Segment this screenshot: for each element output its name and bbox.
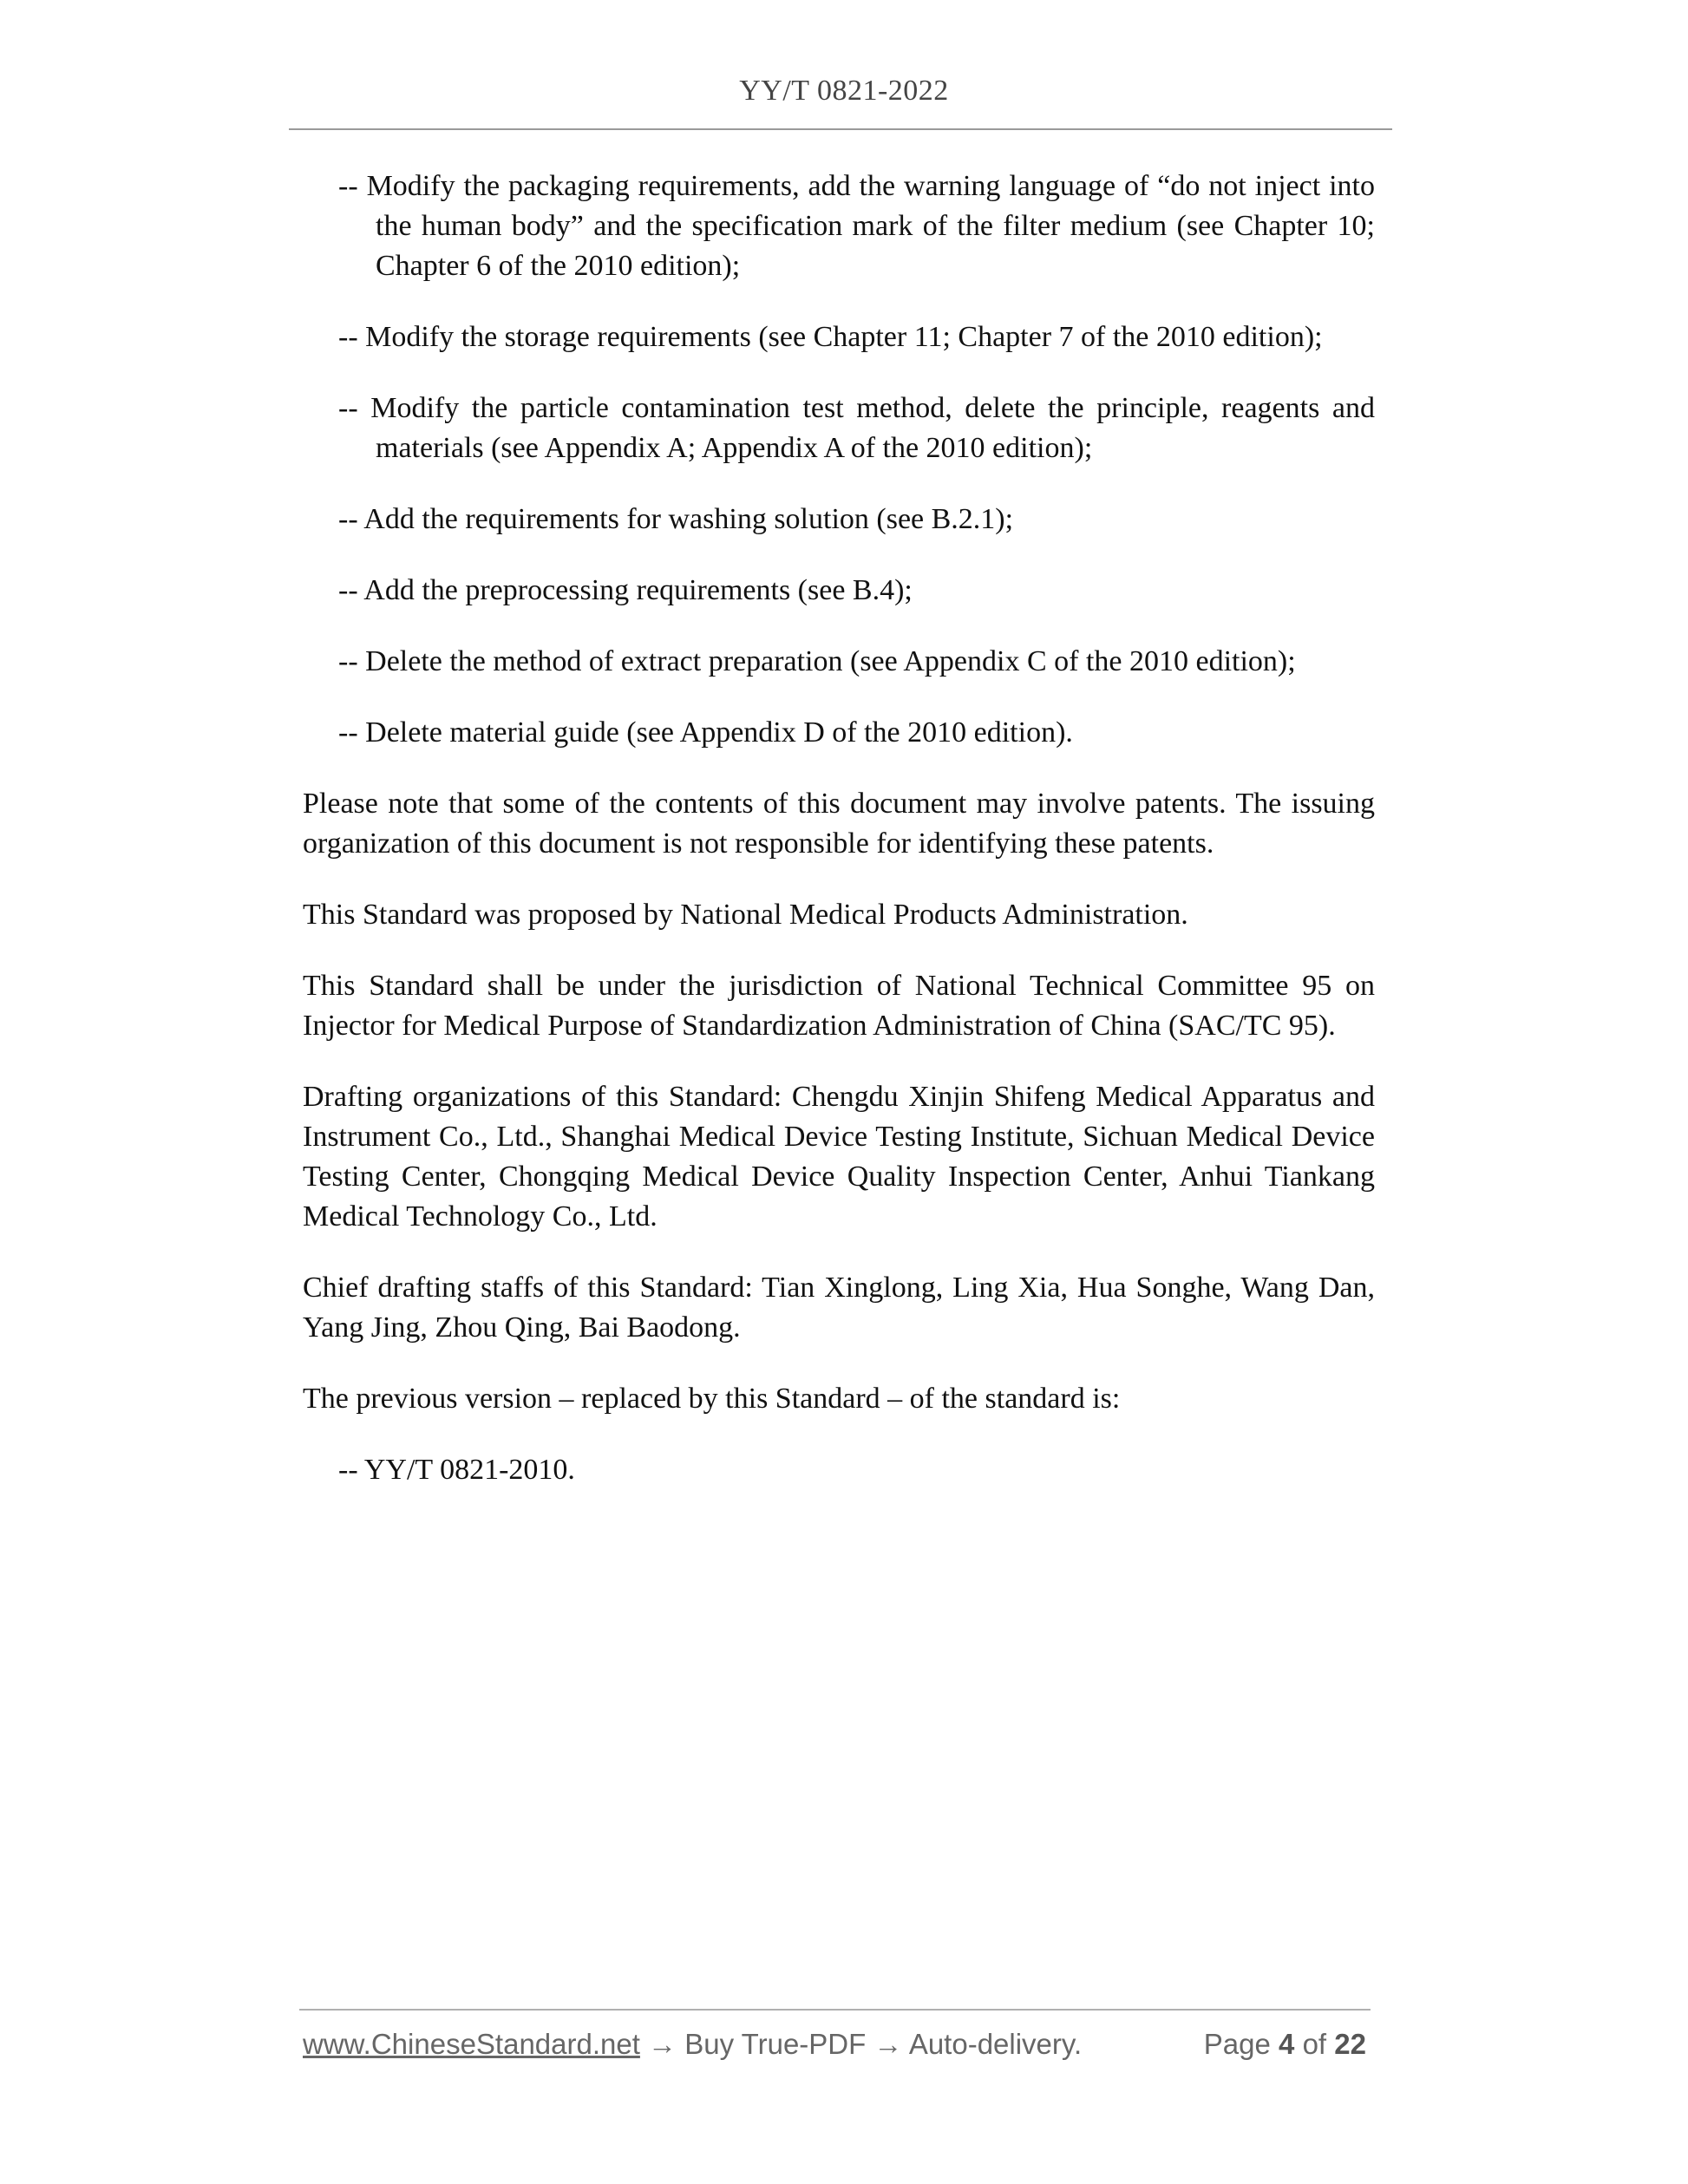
change-item-preprocessing: -- Add the preprocessing requirements (see B.4); — [338, 574, 913, 606]
change-item-packaging: -- Modify the packaging requirements, add the warning language of “do not inject into the human body” and the specification mark of the filter medium (see Chapter 10; Chapter 6 of the 2010 edition); — [338, 170, 1375, 282]
running-header: YY/T 0821-2022 — [739, 75, 949, 107]
previous-version-item: -- YY/T 0821-2010. — [338, 1454, 575, 1486]
change-item-particle-test: -- Modify the particle contamination test method, delete the principle, reagents and materials (see Appendix A; Appendix A of the 2010 edition); — [338, 392, 1375, 464]
change-item-washing-solution: -- Add the requirements for washing solution (see B.2.1); — [338, 503, 1014, 535]
change-item-storage: -- Modify the storage requirements (see Chapter 11; Chapter 7 of the 2010 edition); — [338, 321, 1323, 353]
header-divider — [289, 128, 1392, 130]
drafting-organizations: Drafting organizations of this Standard: Chengdu Xinjin Shifeng Medical Apparatus and Instrument Co., Ltd., Shanghai Medical Device Testing Institute, Sichuan Medical Device Testing Center, Chongqing Medical Device Quality Inspection Center, Anhui Tiankang Medical Technology Co., Ltd. — [303, 1081, 1375, 1233]
footer-divider — [299, 2009, 1371, 2011]
proposed-by: This Standard was proposed by National Medical Products Administration. — [303, 899, 1188, 931]
footer-promo — [303, 2028, 1082, 2061]
page-footer — [303, 2028, 1366, 2061]
previous-version-intro: The previous version – replaced by this Standard – of the standard is: — [303, 1383, 1121, 1415]
buy-pdf-text: → Buy True-PDF → Auto-delivery. — [639, 2028, 1083, 2060]
change-item-extract-preparation: -- Delete the method of extract preparation (see Appendix C of the 2010 edition); — [338, 645, 1296, 677]
current-page-number: 4 — [1279, 2028, 1295, 2060]
jurisdiction: This Standard shall be under the jurisdiction of National Technical Committee 95 on Injector for Medical Purpose of Standardization Administration of China (SAC/TC 95). — [303, 970, 1375, 1042]
page-indicator: Page 4 of 22 — [1203, 2028, 1366, 2060]
site-link[interactable]: www.ChineseStandard.net — [303, 2028, 640, 2060]
change-item-material-guide: -- Delete material guide (see Appendix D of the 2010 edition). — [338, 716, 1073, 749]
patent-notice: Please note that some of the contents of this document may involve patents. The issuing organization of this document is not responsible for identifying these patents. — [303, 788, 1375, 860]
chief-drafting-staff: Chief drafting staffs of this Standard: Tian Xinglong, Ling Xia, Hua Songhe, Wang Dan, Yang Jing, Zhou Qing, Bai Baodong. — [303, 1272, 1375, 1344]
total-page-count: 22 — [1334, 2028, 1366, 2060]
